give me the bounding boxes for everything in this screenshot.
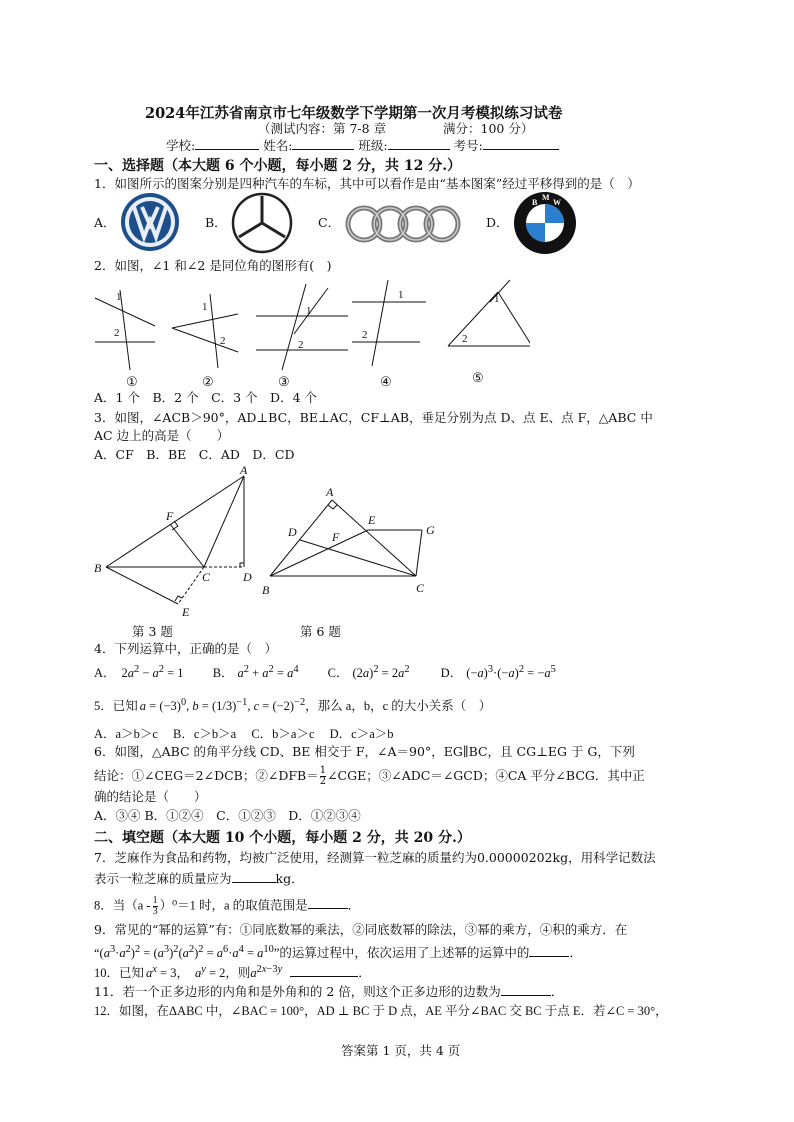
name-blank[interactable] — [292, 137, 354, 150]
q11-text: 11．若一个正多边形的内角和是外角和的 2 倍，则这个正多边形的边数为 — [94, 984, 501, 999]
q11-answer-blank[interactable] — [501, 983, 551, 996]
q2-fig-number-1: ① — [126, 374, 138, 389]
q1-label-b: B． — [205, 215, 227, 230]
q3-point-e: E — [182, 605, 190, 619]
q7-line2-b: kg． — [275, 871, 304, 886]
audi-logo — [344, 204, 464, 244]
q4-opt-b-label: B． — [212, 666, 234, 681]
q1-label-d: D． — [486, 215, 509, 230]
q2-f1-angle1: 1 — [116, 291, 122, 303]
class-blank[interactable] — [388, 137, 450, 150]
volkswagen-logo — [118, 191, 182, 253]
q10-eq2: $a^y = 2$ — [194, 964, 226, 981]
q4-opt-a-label: A． — [94, 666, 116, 681]
class-label: 班级: — [358, 138, 388, 153]
q3-point-a: A — [240, 464, 248, 477]
q8-line: 8．当（a - $\frac{1}{3}$ ）⁰＝1 时，a 的取值范围是 ． — [94, 895, 361, 917]
q4-stem: 4．下列运算中，正确的是（ ） — [94, 641, 277, 656]
q7-answer-blank[interactable] — [232, 870, 276, 883]
q12-line: 12．如图，在ΔABC 中，∠BAC = 100°，AD ⊥ BC 于 D 点，AE 平分∠BAC 交 BC 于点 E．若∠C = 30°， — [94, 1004, 668, 1018]
q6-figure — [258, 484, 448, 600]
q7-line2-a: 表示一粒芝麻的质量应为 — [94, 871, 232, 886]
bmw-letter-m: M — [542, 193, 550, 202]
bmw-letter-b: B — [532, 198, 538, 207]
q8-part-b: ）⁰＝1 时，a 的取值范围是 — [159, 898, 308, 913]
section1-heading: 一、选择题（本大题 6 个小题，每小题 2 分，共 12 分.） — [94, 158, 462, 174]
q2-fig-number-2: ② — [202, 374, 214, 389]
q5-opt-a: A．a＞b＞c — [94, 727, 158, 741]
q2-f3-angle2: 2 — [298, 339, 304, 351]
q2-f2-angle2: 2 — [220, 335, 226, 347]
q9-line2: “$(a^3\cdot a^2)^2 = (a^3)^2(a^2)^2 = a^6\cdot a^4 = a^{10}$”的运算过程中，依次运用了上述幂的运算中的 ． — [94, 944, 582, 961]
q4-opt-d-label: D． — [440, 666, 463, 681]
q9-expression: “$(a^3\cdot a^2)^2 = (a^3)^2(a^2)^2 = a^6\cdot a^4 = a^{10}$ — [94, 944, 274, 961]
q11-line: 11．若一个正多边形的内角和是外角和的 2 倍，则这个正多边形的边数为 ． — [94, 984, 564, 999]
q6-point-f: F — [332, 530, 340, 544]
bmw-logo — [512, 191, 578, 255]
q10-part-b: ， — [176, 966, 189, 981]
q2-fig-number-4: ④ — [380, 374, 392, 389]
exam-no-label: 考号: — [453, 138, 483, 153]
q3-figure — [92, 464, 274, 624]
q9-line2-b: ”的运算过程中，依次运用了上述幂的运算中的 — [273, 946, 530, 961]
q4-opt-c-label: C． — [327, 666, 349, 681]
q3-point-f: F — [166, 509, 174, 523]
q6-point-c: C — [416, 581, 425, 595]
q4-opt-a-expr: $2a^2 - a^2 = 1$ — [121, 664, 184, 681]
q6-line2 — [94, 766, 645, 787]
q5-opt-c: C．b＞a＞c — [251, 727, 315, 741]
q10-eq1: $a^x = 3$ — [146, 964, 177, 981]
q2-figures — [90, 278, 530, 390]
q5-expression: $a = (-3)^0$, $b = (1/3)^{-1}$, $c = (-2)^{-2}$ — [139, 697, 306, 714]
q6-line2-b: ∠CGE；③∠ADC＝∠GCD；④CA 平分∠BCG．其中正 — [327, 768, 645, 783]
q2-f5-angle2: 2 — [462, 333, 468, 345]
exam-no-blank[interactable] — [483, 137, 559, 150]
fig6-caption: 第 6 题 — [300, 624, 341, 639]
q2-stem: 2．如图，∠1 和∠2 是同位角的图形有( ) — [94, 258, 332, 273]
q2-f2-angle1: 1 — [202, 301, 208, 313]
q5-suffix: ，那么 a，b，c 的大小关系（ ） — [305, 699, 492, 714]
q4-opt-b-expr: $a^2 + a^2 = a^4$ — [237, 664, 299, 681]
section2-heading: 二、填空题（本大题 10 个小题，每小题 2 分，共 20 分.） — [94, 830, 471, 846]
q5-options — [94, 726, 394, 742]
q1-label-c: C． — [318, 215, 341, 230]
q10-answer-blank[interactable] — [290, 964, 358, 977]
q6-point-e: E — [368, 513, 376, 527]
bmw-letter-w: W — [553, 198, 561, 207]
q6-fraction-half: $\frac{1}{2}$ — [319, 765, 327, 787]
q6-options: A．③④ B．①②④ C．①②③ D．①②③④ — [94, 808, 361, 823]
q10-line: 10．已知 $a^x = 3$， $a^y = 2$，则$a^{2x-3y}$ ． — [94, 964, 371, 981]
q8-part-a: 8．当（a - — [94, 898, 151, 913]
q4-opt-c-expr: $(2a)^2 = 2a^2$ — [352, 664, 410, 681]
q2-fig-number-3: ③ — [278, 374, 290, 389]
q1-label-a: A． — [94, 215, 116, 230]
q4-opt-d-expr: $(-a)^3\cdot(-a)^2 = -a^5$ — [466, 664, 556, 681]
q10-target: $a^{2x-3y}$ — [250, 964, 283, 981]
page-footer: 答案第 1 页，共 4 页 — [341, 1043, 461, 1058]
q2-f5-angle1: 1 — [494, 293, 500, 305]
subtitle-score: 满分：100 分） — [443, 121, 534, 136]
q6-point-g: G — [426, 523, 435, 537]
q3-options: A．CF B．BE C．AD D．CD — [94, 447, 295, 462]
q1-stem: 1．如图所示的图案分别是四种汽车的车标，其中可以看作是由“基本图案”经过平移得到的是（ ） — [94, 176, 640, 191]
q3-stem-line1: 3．如图，∠ACB＞90°，AD⊥BC，BE⊥AC，CF⊥AB，垂足分别为点 D、点 E、点 F，△ABC 中 — [94, 410, 653, 425]
school-label: 学校: — [166, 138, 196, 153]
q4-options — [94, 662, 556, 681]
q3-point-b: B — [94, 561, 102, 575]
q6-point-d: D — [288, 525, 297, 539]
name-label: 姓名: — [263, 138, 293, 153]
q2-f4-angle1: 1 — [398, 289, 404, 301]
q10-part-a: 10．已知 — [94, 966, 145, 981]
q6-point-a: A — [326, 485, 334, 499]
q10-part-c: ，则 — [225, 966, 251, 981]
q5-opt-b: B．c＞b＞a — [173, 727, 237, 741]
q6-line2-a: 结论：①∠CEG＝2∠DCB；②∠DFB＝ — [94, 768, 319, 783]
q8-fraction: $\frac{1}{3}$ — [152, 895, 158, 917]
q6-line3: 确的结论是（ ） — [94, 789, 207, 804]
subtitle-content: （测试内容：第 7-8 章 — [258, 121, 387, 136]
q5-prefix: 5．已知 — [94, 699, 138, 714]
q2-f4-angle2: 2 — [362, 329, 368, 341]
mercedes-logo — [230, 192, 294, 254]
school-blank[interactable] — [195, 137, 259, 150]
q9-line1: 9．常见的“幂的运算”有：①同底数幂的乘法，②同底数幂的除法，③幂的乘方，④积的乘方．在 — [94, 922, 628, 937]
q2-options: A．1 个 B．2 个 C．3 个 D．4 个 — [94, 390, 318, 405]
q5-line — [94, 695, 491, 714]
q7-line1: 7．芝麻作为食品和药物，均被广泛使用，经测算一粒芝麻的质量约为0.00000202kg，用科学记数法 — [94, 850, 656, 865]
info-fields — [166, 137, 559, 154]
q9-answer-blank[interactable] — [529, 944, 569, 957]
q2-f3-angle1: 1 — [306, 305, 312, 317]
q3-point-d: D — [243, 570, 252, 584]
page-title: 2024年江苏省南京市七年级数学下学期第一次月考模拟练习试卷 — [145, 105, 563, 122]
fig3-caption: 第 3 题 — [132, 624, 173, 639]
q6-point-b: B — [262, 583, 270, 597]
q7-line2 — [94, 870, 304, 887]
q3-point-c: C — [202, 570, 211, 584]
q2-f1-angle2: 2 — [114, 327, 120, 339]
q6-line1: 6．如图，△ABC 的角平分线 CD、BE 相交于 F，∠A＝90°，EG∥BC，且 CG⊥EG 于 G，下列 — [94, 744, 635, 759]
q3-stem-line2: AC 边上的高是（ ） — [94, 428, 230, 443]
q8-answer-blank[interactable] — [308, 896, 348, 909]
q5-opt-d: D．c＞a＞b — [329, 727, 394, 741]
q2-fig-number-5: ⑤ — [472, 370, 484, 385]
